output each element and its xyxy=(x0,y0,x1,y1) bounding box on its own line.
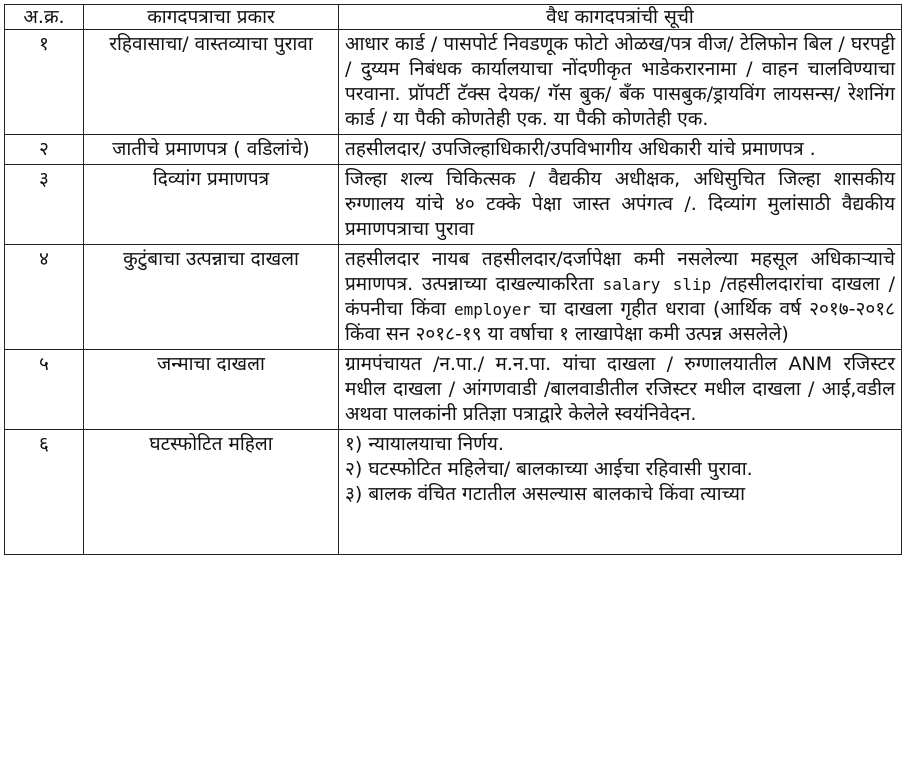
list-item: १) न्यायालयाचा निर्णय. xyxy=(345,433,504,455)
row-doc-type: कुटुंबाचा उत्पन्नाचा दाखला xyxy=(84,245,339,350)
income-text-c: चा दाखला गृहीत धरावा (आर्थिक वर्ष २०१७-२०१८ किंवा सन २०१८-१९ या वर्षाचा १ लाखापेक्षा कमी उत्पन्न असलेले) xyxy=(345,298,895,345)
row-serial: ४ xyxy=(5,245,84,350)
row-doc-list: तहसीलदार/ उपजिल्हाधिकारी/उपविभागीय अधिकारी यांचे प्रमाणपत्र . xyxy=(339,135,902,165)
row-doc-list: आधार कार्ड / पासपोर्ट निवडणूक फोटो ओळख/पत्र वीज/ टेलिफोन बिल / घरपट्टी / दुय्यम निबंधक कार्यालयाचा नोंदणीकृत भाडेकरारनामा / वाहन चालविण्याचा परवाना. प्रॉपर्टी टॅक्स देयक/ गॅस बुक/ बँक पासबुक/ड्रायविंग लायसन्स/ रेशनिंग कार्ड / या पैकी कोणतेही एक. या पैकी कोणतेही एक. xyxy=(339,30,902,135)
row-doc-type: रहिवासाचा/ वास्तव्याचा पुरावा xyxy=(84,30,339,135)
row-doc-type: जातीचे प्रमाणपत्र ( वडिलांचे) xyxy=(84,135,339,165)
row-doc-list xyxy=(339,245,902,350)
salary-slip-text: salary slip xyxy=(602,275,712,294)
header-serial: अ.क्र. xyxy=(5,5,84,30)
header-row xyxy=(5,5,902,30)
header-doc-type: कागदपत्राचा प्रकार xyxy=(84,5,339,30)
table-row xyxy=(5,245,902,350)
row-doc-type: दिव्यांग प्रमाणपत्र xyxy=(84,165,339,245)
income-text-b: /तहसीलदारांचा दाखला /कंपनीचा किंवा xyxy=(345,273,896,320)
row-doc-list: ग्रामपंचायत /न.पा./ म.न.पा. यांचा दाखला / रुग्णालयातील ANM रजिस्टर मधील दाखला / आंगणवाडी /बालवाडीतील रजिस्टर मधील दाखला / आई,वडील अथवा पालकांनी प्रतिज्ञा पत्राद्वारे केलेले स्वयंनिवेदन. xyxy=(339,350,902,430)
table-row xyxy=(5,165,902,245)
row-doc-type: घटस्फोटित महिला xyxy=(84,430,339,555)
table-row xyxy=(5,350,902,430)
row-serial: २ xyxy=(5,135,84,165)
employer-text: employer xyxy=(453,300,531,319)
row-doc-list: जिल्हा शल्य चिकित्सक / वैद्यकीय अधीक्षक, अधिसुचित जिल्हा शासकीय रुग्णालय यांचे ४० टक्के पेक्षा जास्त अपंगत्व /. दिव्यांग मुलांसाठी वैद्यकीय प्रमाणपत्राचा पुरावा xyxy=(339,165,902,245)
table-row xyxy=(5,30,902,135)
header-doc-list: वैध कागदपत्रांची सूची xyxy=(339,5,902,30)
row-doc-list xyxy=(339,430,902,555)
income-text-a: तहसीलदार नायब तहसीलदार/दर्जापेक्षा कमी नसलेल्या महसूल अधिकाऱ्याचे प्रमाणपत्र. उत्पन्नाच्या दाखल्याकरिता xyxy=(345,248,895,295)
row-serial: ५ xyxy=(5,350,84,430)
list-item: ३) बालक वंचित गटातील असल्यास बालकाचे किंवा त्याच्या xyxy=(345,483,745,505)
row-doc-type: जन्माचा दाखला xyxy=(84,350,339,430)
table-row xyxy=(5,430,902,555)
row-serial: १ xyxy=(5,30,84,135)
row-serial: ६ xyxy=(5,430,84,555)
row-serial: ३ xyxy=(5,165,84,245)
list-item: २) घटस्फोटित महिलेचा/ बालकाच्या आईचा रहिवासी पुरावा. xyxy=(345,458,753,480)
table-row xyxy=(5,135,902,165)
documents-table xyxy=(4,4,902,555)
